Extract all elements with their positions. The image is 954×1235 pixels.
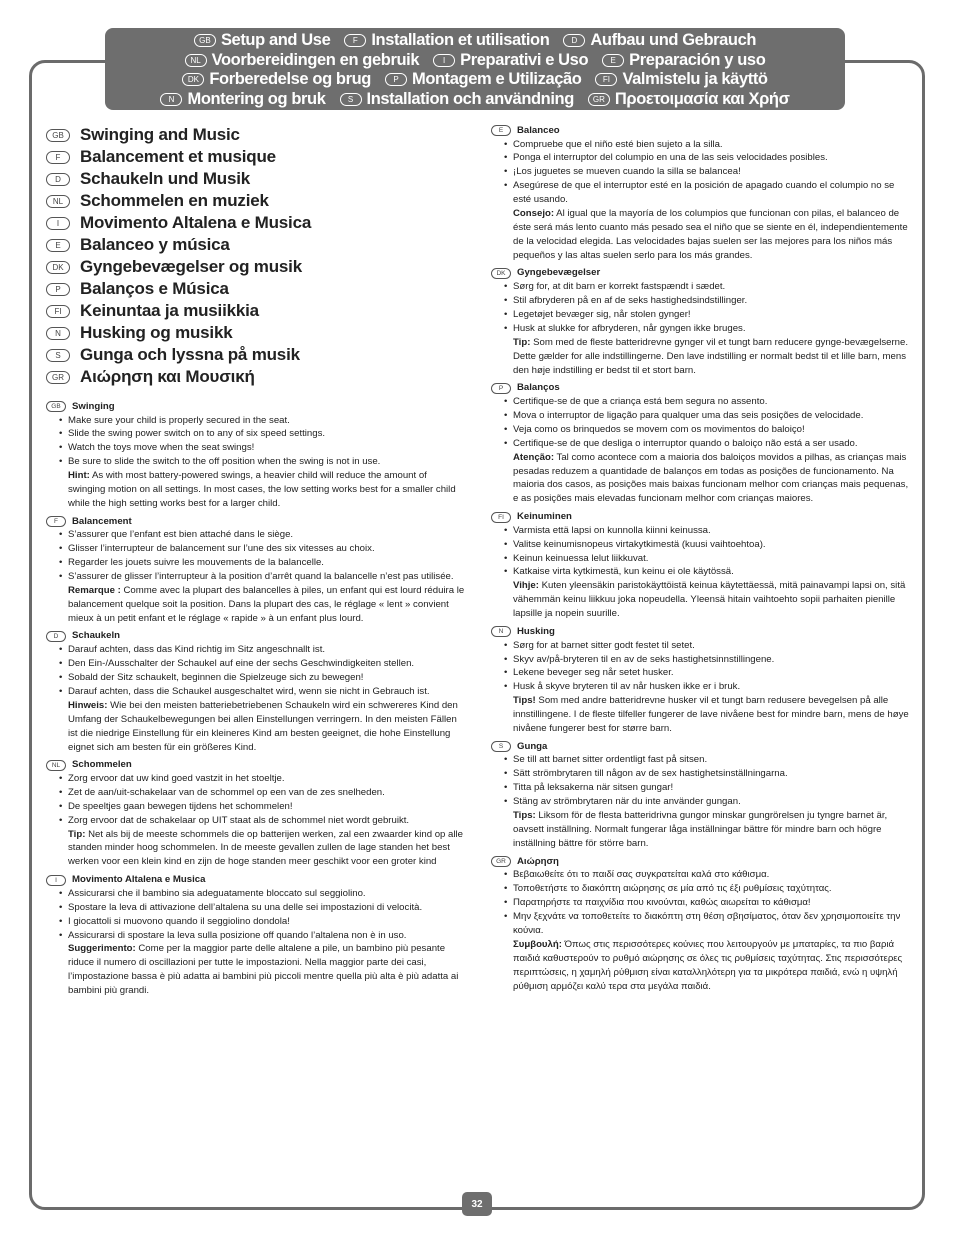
instruction-section [491, 267, 911, 378]
instruction-item: • Zet de aan/uit-schakelaar van de schommel op een van de zes snelheden. [68, 786, 466, 800]
hint-label: Hint: [68, 470, 90, 482]
instruction-heading-label: Keinuminen [517, 511, 572, 523]
instruction-heading-label: Balanceo [517, 124, 560, 136]
header-item [563, 31, 756, 50]
hint-text: Όπως στις περισσότερες κούνιες που λειτουργούν με μπαταρίες, τα πιο βαριά παιδιά καθυστερούν το ρυθμό αιώρησης σε όλες τις ρυθμίσεις ταχύτητας. Στις περισσότερες περιπτώσεις, η χαμηλή ρύθμιση είναι καταλληλότερη για τα μικρότερα παιδιά, ενώ η υψηλή ρύθμιση αρμόζει καλύ τερα στα μεγάλα παιδιά. [513, 938, 903, 992]
language-badge: FI [491, 512, 511, 523]
header-item [344, 31, 549, 50]
section-title [46, 300, 466, 322]
language-badge: GR [46, 371, 70, 384]
instruction-item: • Husk at slukke for afbryderen, når gyngen ikke bruges. [513, 322, 911, 336]
instruction-heading [491, 855, 911, 869]
instruction-item: • Sätt strömbrytaren till någon av de sex hastighetsinställningarna. [513, 767, 911, 781]
instruction-section [491, 855, 911, 994]
instruction-heading-label: Movimento Altalena e Musica [72, 874, 206, 886]
header-row [105, 90, 845, 110]
hint-text: Tal como acontece com a maioria dos baloiços movidos a pilhas, as crianças mais pesadas reduzem a quantidade de balanços em todas as posições de funcionamento. Na maioria dos casos, as posições mais baixas funcionam melhor com crianças mais pequenas, e as posições mais elevadas funcionam melhor com crianças maiores. [513, 451, 909, 505]
section-title [46, 212, 466, 234]
header-item-label: Preparación y uso [629, 50, 766, 69]
language-badge: GB [46, 129, 70, 142]
hint-paragraph [491, 207, 911, 263]
instruction-item: • Stäng av strömbrytaren när du inte använder gungan. [513, 795, 911, 809]
instruction-list [46, 643, 466, 699]
instruction-list [46, 772, 466, 828]
hint-label: Consejo: [513, 208, 555, 220]
header-item [185, 51, 420, 70]
language-badge: E [46, 239, 70, 252]
language-badge: DK [46, 261, 70, 274]
hint-label: Suggerimento: [68, 943, 136, 955]
instruction-item: • Stil afbryderen på en af de seks hastighedsindstillinger. [513, 294, 911, 308]
section-title-label: Gyngebevægelser og musik [80, 257, 302, 277]
language-badge: NL [185, 54, 207, 67]
hint-paragraph [491, 336, 911, 378]
header-item-label: Montering og bruk [187, 89, 326, 108]
instruction-list [491, 639, 911, 695]
language-badge: GR [588, 93, 610, 106]
hint-text: Som med de fleste batteridrevne gynger vil et tungt barn reducere gynge-bevægelserne. Dette gælder for alle indstillingerne. Den lave indstilling er normalt bedst til et lille barn, mens den høje indstilling er bedst til et stort barn. [513, 336, 908, 376]
hint-label: Tips! [513, 695, 536, 707]
instruction-heading-label: Balanços [517, 382, 560, 394]
instruction-item: • De speeltjes gaan bewegen tijdens het schommelen! [68, 800, 466, 814]
language-badge: FI [595, 73, 617, 86]
instruction-item: • Skyv av/på-bryteren til en av de seks hastighetsinnstillingene. [513, 653, 911, 667]
section-title-label: Αιώρηση και Μουσική [80, 367, 255, 387]
hint-label: Remarque : [68, 584, 121, 596]
instruction-item: • Make sure your child is properly secured in the seat. [68, 414, 466, 428]
header-row [105, 70, 845, 90]
instruction-list [491, 138, 911, 208]
page-number: 32 [462, 1192, 492, 1216]
instruction-item: • ¡Los juguetes se mueven cuando la silla se balancea! [513, 165, 911, 179]
language-badge: DK [182, 73, 204, 86]
section-title-label: Swinging and Music [80, 125, 240, 145]
language-badge: P [491, 383, 511, 394]
header-item-label: Montagem e Utilização [411, 70, 582, 89]
instruction-item: • Spostare la leva di attivazione dell’altalena su una delle sei impostazioni di velocità. [68, 901, 466, 915]
instruction-section [46, 758, 466, 869]
language-badge: DK [491, 268, 511, 279]
header-item-label: Preparativi e Uso [460, 50, 589, 69]
instruction-item: • S’assurer de glisser l’interrupteur à la position d’arrêt quand la balancelle n’est pas utilisée. [68, 570, 466, 584]
section-title-label: Movimento Altalena e Musica [80, 213, 312, 233]
language-badge: N [491, 626, 511, 637]
instruction-item: • Slide the swing power switch on to any of six speed settings. [68, 427, 466, 441]
instruction-item: • Βεβαιωθείτε ότι το παιδί σας συγκρατείται καλά στο κάθισμα. [513, 868, 911, 882]
section-title [46, 124, 466, 146]
instruction-heading-label: Αιώρηση [517, 855, 559, 867]
hint-paragraph [46, 942, 466, 998]
instruction-heading-label: Husking [517, 625, 555, 637]
hint-text: Wie bei den meisten batteriebetriebenen Schaukeln wird ein schwereres Kind den Umfang der Schaukelbewegungen bei allen Einstellungen verringern. In den meisten Fällen ist die niedrige Einstellung für ein kleineres Kind am besten geeignet, die hohe Einstellung eignet sich am besten für ein größeres Kind. [68, 699, 458, 753]
instruction-item: • Keinun keinuessa lelut liikkuvat. [513, 552, 911, 566]
instruction-item: • Se till att barnet sitter ordentligt fast på sitsen. [513, 753, 911, 767]
language-badge: NL [46, 195, 70, 208]
hint-paragraph [46, 828, 466, 870]
instruction-section [491, 382, 911, 507]
section-title [46, 256, 466, 278]
instruction-heading [46, 630, 466, 644]
section-title-label: Schommelen en muziek [80, 191, 269, 211]
hint-label: Συμβουλή: [513, 938, 562, 950]
language-badge: P [46, 283, 70, 296]
instruction-item: • Assicurarsi che il bambino sia adeguatamente bloccato sul seggiolino. [68, 887, 466, 901]
header-item [340, 90, 574, 109]
language-badge: N [160, 93, 182, 106]
header-item [182, 70, 371, 89]
hint-text: As with most battery-powered swings, a heavier child will reduce the amount of swinging motion on all settings. In most cases, the low setting works best for a smaller child while the high setting works best for a larger child. [68, 470, 456, 509]
header-item-label: Aufbau und Gebrauch [590, 31, 757, 50]
instruction-item: • Certifique-se de que a criança está bem segura no assento. [513, 395, 911, 409]
instruction-heading-label: Balancement [72, 515, 132, 527]
language-badge: S [46, 349, 70, 362]
instruction-item: • I giocattoli si muovono quando il seggiolino dondola! [68, 915, 466, 929]
instruction-list [46, 414, 466, 470]
instruction-item: • Husk å skyve bryteren til av når husken ikke er i bruk. [513, 680, 911, 694]
hint-text: Net als bij de meeste schommels die op batterijen werken, zal een zwaarder kind op alle standen minder hoog schommelen. In de meeste gevallen zullen de lage standen het best werken voor een klein kind en zijn de hoge standen meer geschikt voor een groter kind [68, 828, 463, 868]
language-badge: I [46, 875, 66, 886]
hint-paragraph [46, 699, 466, 755]
instruction-item: • Μην ξεχνάτε να τοποθετείτε το διακόπτη στη θέση σβησίματος, όταν δεν χρησιμοποιείτε την κούνια. [513, 910, 911, 938]
hint-label: Tip: [513, 336, 531, 348]
header-item-label: Installation och användning [366, 89, 574, 108]
section-title-label: Balanceo y música [80, 235, 230, 255]
hint-paragraph [491, 938, 911, 994]
language-badge: GB [194, 34, 216, 47]
hint-label: Vihje: [513, 580, 539, 592]
language-badge: D [46, 631, 66, 642]
instruction-heading [46, 400, 466, 414]
header-item-label: Forberedelse og brug [209, 70, 371, 89]
instruction-heading [491, 510, 911, 524]
instruction-heading [491, 740, 911, 754]
section-title-label: Balanços e Música [80, 279, 229, 299]
instruction-heading [46, 758, 466, 772]
header-row [105, 51, 845, 71]
header-item [588, 90, 790, 109]
section-title-label: Keinuntaa ja musiikkia [80, 301, 259, 321]
header-item [160, 90, 325, 109]
header-item-label: Προετοιμασία και Χρήσ [614, 89, 790, 108]
language-badge: GB [46, 401, 66, 412]
page-header [105, 28, 845, 110]
section-title [46, 146, 466, 168]
language-badge: F [344, 34, 366, 47]
instruction-item: • Mova o interruptor de ligação para qualquer uma das seis posições de velocidade. [513, 409, 911, 423]
hint-label: Hinweis: [68, 699, 108, 711]
hint-paragraph [491, 451, 911, 507]
instruction-list [491, 753, 911, 809]
instruction-item: • Varmista että lapsi on kunnolla kiinni keinussa. [513, 524, 911, 538]
instruction-item: • Sobald der Sitz schaukelt, beginnen die Spielzeuge sich zu bewegen! [68, 671, 466, 685]
instruction-section [46, 515, 466, 626]
instruction-item: • Ponga el interruptor del columpio en una de las seis velocidades posibles. [513, 151, 911, 165]
language-badge: E [602, 54, 624, 67]
language-badge: NL [46, 760, 66, 771]
header-item [194, 31, 330, 50]
instruction-item: • Zorg ervoor dat uw kind goed vastzit in het stoeltje. [68, 772, 466, 786]
language-badge: S [491, 741, 511, 752]
header-item [385, 70, 581, 89]
header-item [433, 51, 588, 70]
right-column [491, 124, 911, 997]
language-badge: E [491, 125, 511, 136]
language-badge: GR [491, 856, 511, 867]
hint-text: Come per la maggior parte delle altalene a pile, un bambino più pesante riduce il numero di oscillazioni per tutte le impostazioni. Nella maggior parte dei casi, l’impostazione bassa è più adatta ai bambini più piccoli mentre quella più alta è più adatta ai bambini più grandi. [68, 943, 459, 997]
header-item-label: Valmistelu ja käyttö [622, 70, 768, 89]
instruction-item: • Παρατηρήστε τα παιχνίδια που κινούνται, καθώς αιωρείται το κάθισμα! [513, 896, 911, 910]
instruction-item: • Assicurarsi di spostare la leva sulla posizione off quando l’altalena non è in uso. [68, 929, 466, 943]
section-titles [46, 124, 466, 388]
instruction-section [491, 510, 911, 621]
header-item-label: Setup and Use [220, 31, 331, 50]
instruction-heading [491, 382, 911, 396]
instruction-item: • Certifique-se de que desliga o interruptor quando o baloiço não está a ser usado. [513, 437, 911, 451]
instruction-item: • Titta på leksakerna när sitsen gungar! [513, 781, 911, 795]
instruction-item: • Glisser l’interrupteur de balancement sur l’une des six vitesses au choix. [68, 542, 466, 556]
instruction-list [46, 528, 466, 584]
hint-label: Tips: [513, 810, 536, 822]
instruction-heading-label: Gyngebevægelser [517, 267, 601, 279]
instruction-item: • Τοποθετήστε το διακόπτη αιώρησης σε μία από τις έξι ρυθμίσεις ταχύτητας. [513, 882, 911, 896]
language-badge: I [46, 217, 70, 230]
instruction-item: • S’assurer que l’enfant est bien attaché dans le siège. [68, 528, 466, 542]
instruction-list [491, 524, 911, 580]
left-column [46, 124, 466, 1002]
instruction-item: • Den Ein-/Ausschalter der Schaukel auf eine der sechs Geschwindigkeiten stellen. [68, 657, 466, 671]
hint-paragraph [491, 579, 911, 621]
language-badge: S [340, 93, 362, 106]
language-badge: D [46, 173, 70, 186]
instruction-list [491, 868, 911, 938]
hint-paragraph [46, 469, 466, 511]
instruction-item: • Sørg for, at dit barn er korrekt fastspændt i sædet. [513, 280, 911, 294]
hint-paragraph [491, 809, 911, 851]
instruction-list [491, 395, 911, 451]
language-badge: N [46, 327, 70, 340]
hint-text: Al igual que la mayoría de los columpios que funcionan con pilas, el balanceo de éste será más lento cuanto más pesado sea el niño que se siente en él, independientemente de la velocidad elegida. Las velocidades bajas suelen ser las mejores para los niños más pequeños y las altas suelen serlo para los más grandes. [513, 208, 908, 261]
instruction-heading [46, 873, 466, 887]
instruction-item: • Lekene beveger seg når setet husker. [513, 666, 911, 680]
instruction-section [491, 124, 911, 263]
instruction-list [46, 887, 466, 943]
instruction-item: • Be sure to slide the switch to the off position when the swing is not in use. [68, 455, 466, 469]
section-title-label: Schaukeln und Musik [80, 169, 251, 189]
section-title [46, 344, 466, 366]
instruction-item: • Sørg for at barnet sitter godt festet til setet. [513, 639, 911, 653]
instruction-heading [46, 515, 466, 529]
language-badge: P [385, 73, 407, 86]
header-item [602, 51, 765, 70]
section-title-label: Balancement et musique [80, 147, 276, 167]
section-title-label: Husking og musikk [80, 323, 233, 343]
language-badge: I [433, 54, 455, 67]
instruction-section [491, 740, 911, 851]
instruction-section [491, 625, 911, 736]
instruction-item: • Katkaise virta kytkimestä, kun keinu ei ole käytössä. [513, 565, 911, 579]
section-title [46, 168, 466, 190]
instruction-item: • Zorg ervoor dat de schakelaar op UIT staat als de schommel niet wordt gebruikt. [68, 814, 466, 828]
instruction-item: • Regarder les jouets suivre les mouvements de la balancelle. [68, 556, 466, 570]
instruction-heading [491, 267, 911, 281]
instruction-item: • Darauf achten, dass die Schaukel ausgeschaltet wird, wenn sie nicht in Gebrauch ist. [68, 685, 466, 699]
section-title [46, 234, 466, 256]
instruction-heading-label: Gunga [517, 740, 548, 752]
language-badge: F [46, 516, 66, 527]
instruction-item: • Veja como os brinquedos se movem com os movimentos do baloiço! [513, 423, 911, 437]
instruction-heading-label: Schaukeln [72, 630, 120, 642]
instruction-item: • Compruebe que el niño esté bien sujeto a la silla. [513, 138, 911, 152]
right-sections [491, 124, 911, 993]
instruction-section [46, 873, 466, 998]
instruction-item: • Watch the toys move when the seat swings! [68, 441, 466, 455]
instruction-list [491, 280, 911, 336]
language-badge: F [46, 151, 70, 164]
header-row [105, 31, 845, 51]
instruction-item: • Darauf achten, dass das Kind richtig im Sitz angeschnallt ist. [68, 643, 466, 657]
hint-label: Atenção: [513, 451, 555, 463]
instruction-heading [491, 625, 911, 639]
hint-paragraph [46, 584, 466, 626]
header-item [595, 70, 767, 89]
hint-text: Som med andre batteridrevne husker vil et tungt barn redusere bevegelsen på alle innstillingene. I de fleste tilfeller fungerer de lave nivåene best for mindre barn, mens de høye nivåene fungerer best for større barn. [513, 695, 909, 735]
instruction-item: • Legetøjet bevæger sig, når stolen gynger! [513, 308, 911, 322]
header-item-label: Voorbereidingen en gebruik [211, 50, 420, 69]
instruction-section [46, 400, 466, 511]
section-title [46, 190, 466, 212]
instruction-heading [491, 124, 911, 138]
section-title [46, 278, 466, 300]
left-sections [46, 400, 466, 998]
header-item-label: Installation et utilisation [371, 31, 550, 50]
hint-label: Tip: [68, 828, 86, 840]
section-title-label: Gunga och lyssna på musik [80, 345, 300, 365]
instruction-heading-label: Swinging [72, 400, 115, 412]
hint-text: Liksom för de flesta batteridrivna gungor minskar gungrörelsen ju tyngre barnet är, oavsett inställning. Normalt fungerar låga inställningar bättre för mindre barn och högre inställning bättre för större barn. [513, 810, 888, 849]
hint-paragraph [491, 694, 911, 736]
section-title [46, 366, 466, 388]
instruction-heading-label: Schommelen [72, 759, 132, 771]
section-title [46, 322, 466, 344]
instruction-section [46, 630, 466, 755]
instruction-item: • Valitse keinumisnopeus virtakytkimestä (kuusi vaihtoehtoa). [513, 538, 911, 552]
hint-text: Kuten yleensäkin paristokäyttöistä keinua käytettäessä, mitä painavampi lapsi on, sitä vähemmän keinu liikkuu joka nopeudella. Yleensä hitain vaihtoehto sopii parhaiten pienille lapsille ja nopein suurille. [513, 580, 906, 620]
language-badge: FI [46, 305, 70, 318]
instruction-item: • Asegúrese de que el interruptor esté en la posición de apagado cuando el columpio no se esté usando. [513, 179, 911, 207]
language-badge: D [563, 34, 585, 47]
hint-text: Comme avec la plupart des balancelles à piles, un enfant qui est lourd réduira le balancement quelque soit la position. Dans la plupart des cas, le réglage « lent » convient mieux à un petit enfant et le réglage « rapide » à un enfant plus lourd. [68, 584, 465, 624]
